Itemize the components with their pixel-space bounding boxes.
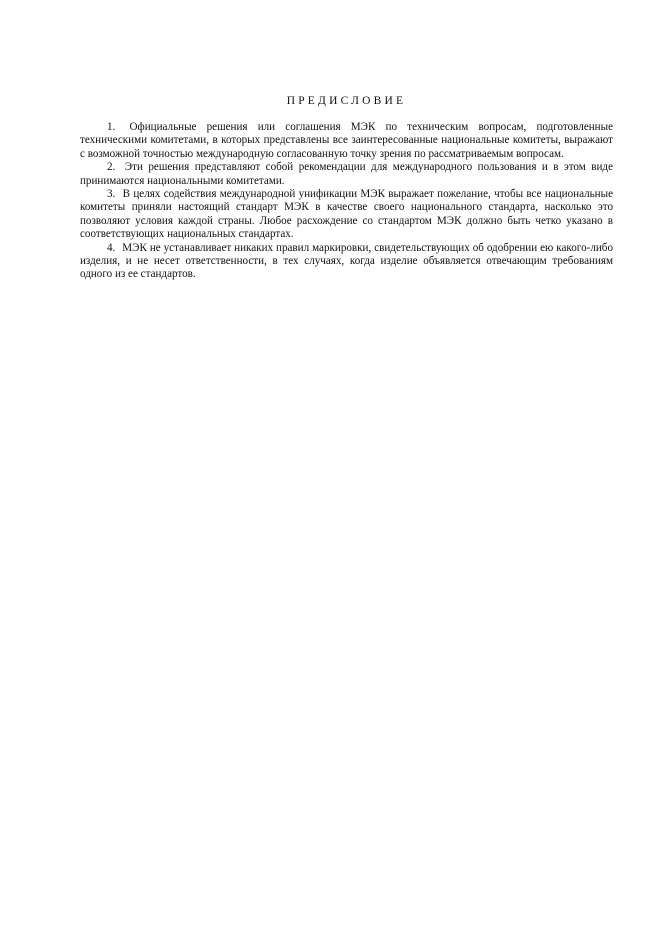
paragraph-number: 2.	[107, 161, 116, 174]
paragraph-number: 3.	[107, 188, 116, 201]
preface-body	[80, 121, 613, 282]
paragraph-2	[80, 161, 613, 188]
paragraph-text: В целях содействия международной унификации МЭК выражает пожелание, чтобы все национальные комитеты приняли настоящий стандарт МЭК в качестве своего национального стандарта, насколько это позволяют условия каждой страны. Любое расхождение со стандартом МЭК должно быть четко указано в соответствующих национальных стандартах.	[80, 188, 613, 241]
paragraph-number: 1.	[107, 121, 116, 133]
paragraph-text: Эти решения представляют собой рекомендации для международного пользования и в этом виде принимаются национальными комитетами.	[80, 161, 613, 187]
paragraph-number: 4.	[107, 241, 116, 254]
paragraph-3	[80, 188, 613, 242]
paragraph-text: Официальные решения или соглашения МЭК по техническим вопросам, подготовленные техническими комитетами, в которых представлены все заинтересованные национальные комитеты, выражают с возможной точностью международную согласованную точку зрения по рассматриваемым вопросам.	[80, 121, 613, 160]
paragraph-1	[80, 121, 613, 161]
paragraph-4	[80, 242, 613, 282]
section-title: ПРЕДИСЛОВИЕ	[286, 95, 407, 107]
paragraph-text: МЭК не устанавливает никаких правил маркировки, свидетельствующих об одобрении ею какого-либо изделия, и не несет ответственности, в тех случаях, когда изделие объявляется отвечающим требованиям одного из ее стандартов.	[80, 241, 613, 281]
